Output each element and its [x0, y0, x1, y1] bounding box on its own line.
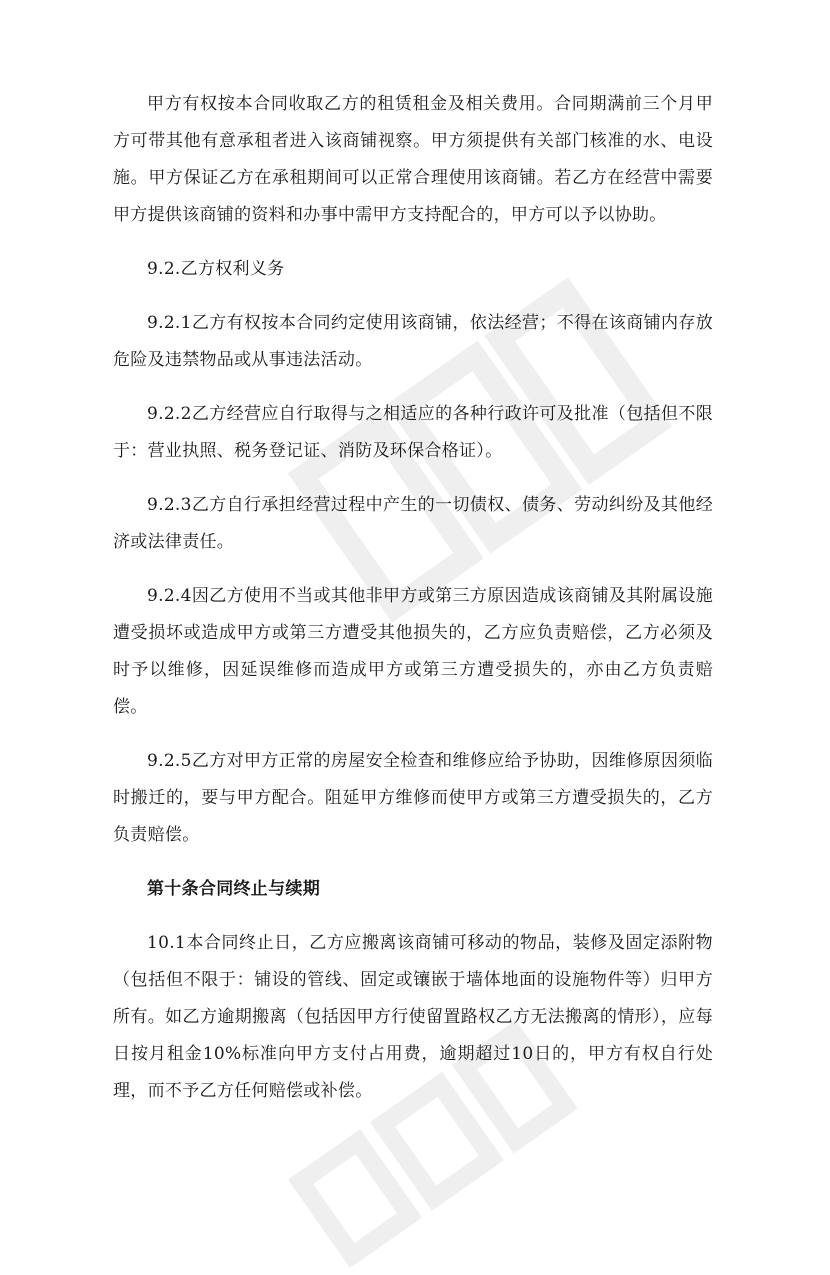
clause-9-2-1: 9.2.1乙方有权按本合同约定使用该商铺，依法经营；不得在该商铺内存放危险及违禁物品或从事违法活动。	[113, 313, 713, 370]
document-body	[113, 86, 713, 1127]
clause-9-2-3: 9.2.3乙方自行承担经营过程中产生的一切债权、债务、劳动纠纷及其他经济或法律责任。	[113, 495, 713, 552]
clause-10-1: 10.1本合同终止日，乙方应搬离该商铺可移动的物品，装修及固定添附物（包括但不限于：铺设的管线、固定或镶嵌于墙体地面的设施物件等）归甲方所有。如乙方逾期搬离（包括因甲方行使留置路权乙方无法搬离的情形），应每日按月租金10%标准向甲方支付占用费，逾期超过10日的，甲方有权自行处理，而不予乙方任何赔偿或补偿。	[113, 933, 713, 1101]
paragraph-landlord-rights: 甲方有权按本合同收取乙方的租赁租金及相关费用。合同期满前三个月甲方可带其他有意承租者进入该商铺视察。甲方须提供有关部门核准的水、电设施。甲方保证乙方在承租期间可以正常合理使用该商铺。若乙方在经营中需要甲方提供该商铺的资料和办事中需甲方支持配合的，甲方可以予以协助。	[113, 94, 713, 225]
clause-9-2-2: 9.2.2乙方经营应自行取得与之相适应的各种行政许可及批准（包括但不限于：营业执照、税务登记证、消防及环保合格证）。	[113, 404, 713, 461]
clause-9-2-4: 9.2.4因乙方使用不当或其他非甲方或第三方原因造成该商铺及其附属设施遭受损坏或造成甲方或第三方遭受其他损失的，乙方应负责赔偿，乙方必须及时予以维修，因延误维修而造成甲方或第三方遭受损失的，亦由乙方负责赔偿。	[113, 586, 713, 717]
section-heading-9-2: 9.2.乙方权利义务	[147, 259, 285, 279]
article-10-heading: 第十条合同终止与续期	[147, 879, 320, 899]
clause-9-2-5: 9.2.5乙方对甲方正常的房屋安全检查和维修应给予协助，因维修原因须临时搬迁的，要与甲方配合。阻延甲方维修而使甲方或第三方遭受损失的，乙方负责赔偿。	[113, 751, 713, 845]
